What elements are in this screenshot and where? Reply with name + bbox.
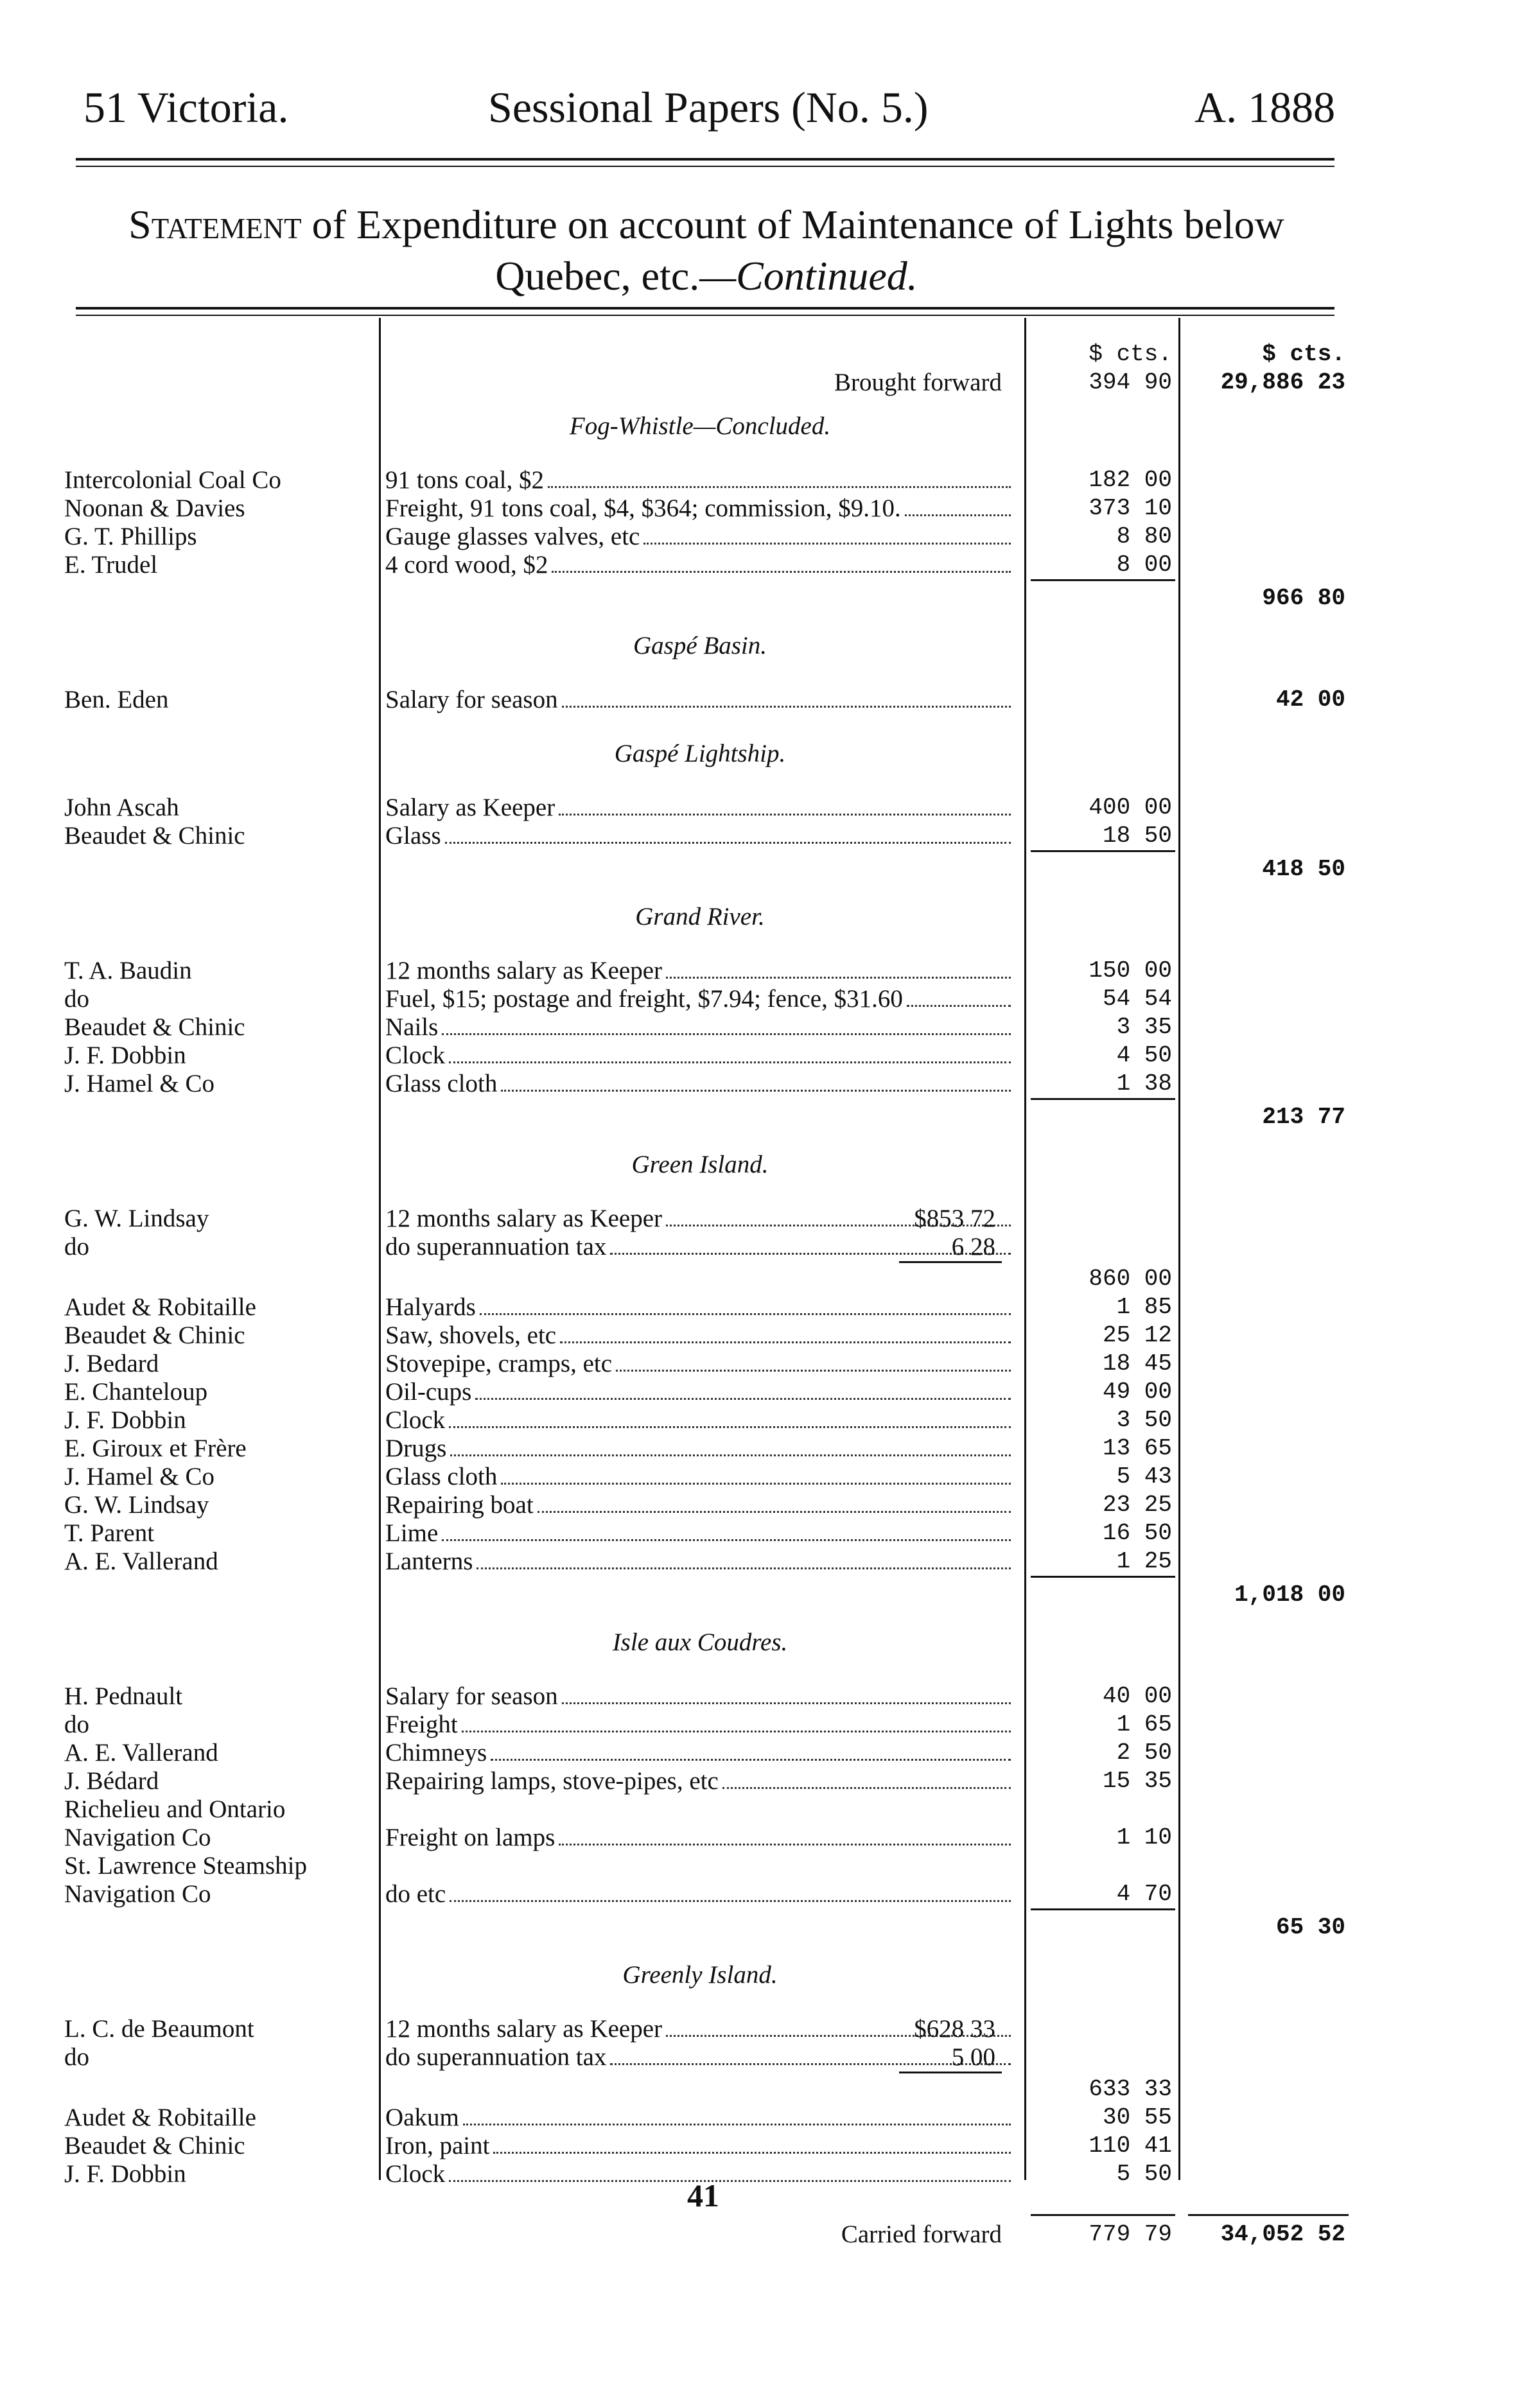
row-description — [385, 1406, 1015, 1435]
table-row — [0, 1070, 1513, 1098]
payee-name: Noonan & Davies — [64, 494, 245, 522]
payee-name: Ben. Eden — [64, 686, 169, 713]
payee-name: Beaudet & Chinic — [64, 822, 245, 850]
brought-forward-label: Brought forward — [834, 369, 1002, 396]
description-text: Stovepipe, cramps, etc — [385, 1350, 613, 1377]
section-name: Greenly Island. — [622, 1961, 778, 1989]
header-rule-thin — [76, 166, 1334, 167]
description-text: Nails — [385, 1013, 439, 1041]
row-description — [385, 1350, 1015, 1378]
payee-name: T. Parent — [64, 1519, 155, 1547]
description-text: 12 months salary as Keeper — [385, 1205, 663, 1232]
row-description — [385, 523, 1015, 551]
section-total: 42 00 — [1275, 686, 1345, 713]
row-description — [385, 1739, 1015, 1767]
description-text: do superannuation tax — [385, 2043, 607, 2071]
leader-dots — [493, 2132, 1011, 2154]
amount: 1 10 — [1116, 1824, 1172, 1851]
amount: 25 12 — [1102, 1322, 1172, 1348]
table-row — [0, 1322, 1513, 1350]
description-text: Salary for season — [385, 686, 558, 713]
payee-name: John Ascah — [64, 794, 179, 821]
section-name: Gaspé Lightship. — [614, 740, 786, 767]
table-row — [0, 1519, 1513, 1548]
payee-name: J. F. Dobbin — [64, 1042, 186, 1069]
payee-name: E. Trudel — [64, 551, 158, 579]
leader-dots — [562, 686, 1011, 708]
row-description — [385, 2132, 1015, 2160]
amount: 4 70 — [1116, 1881, 1172, 1907]
leader-dots — [905, 494, 1011, 516]
header-left: 51 Victoria. — [83, 83, 289, 132]
final-sum-rule — [1031, 2214, 1175, 2216]
row-description — [385, 1682, 1015, 1711]
leader-dots — [548, 466, 1011, 488]
description-text: Lime — [385, 1519, 439, 1547]
keeper-net-amount: 860 00 — [1089, 1266, 1172, 1292]
payee-name: J. F. Dobbin — [64, 2160, 186, 2188]
description-text: Iron, paint — [385, 2132, 490, 2159]
header-rule — [76, 158, 1334, 161]
payee-name: Audet & Robitaille — [64, 1293, 256, 1321]
row-description — [385, 822, 1015, 850]
table-row — [0, 1491, 1513, 1519]
section-total-row — [0, 1581, 1513, 1609]
amount: 400 00 — [1089, 794, 1172, 821]
row-description — [385, 1378, 1015, 1406]
amount: 54 54 — [1102, 986, 1172, 1012]
section-name: Fog-Whistle—Concluded. — [569, 412, 831, 440]
section-heading — [0, 1961, 1513, 1989]
description-text: Fuel, $15; postage and freight, $7.94; fence, $31.60 — [385, 985, 903, 1013]
row-description — [385, 1767, 1015, 1795]
table-row — [0, 1435, 1513, 1463]
description-text: Halyards — [385, 1293, 476, 1321]
amount: 5 50 — [1116, 2161, 1172, 2187]
section-total-row — [0, 584, 1513, 613]
section-sum-rule — [1031, 1098, 1175, 1100]
description-text: Chimneys — [385, 1739, 487, 1767]
column-head-amount: $ cts. — [1089, 341, 1172, 367]
amount: 1 25 — [1116, 1548, 1172, 1575]
carried-forward-label: Carried forward — [841, 2220, 1002, 2248]
payee-name: J. Bedard — [64, 1350, 159, 1377]
final-sum-rule-total — [1188, 2214, 1349, 2216]
table-row — [0, 1378, 1513, 1406]
row-description — [385, 1293, 1015, 1322]
subtitle-b: —Continued. — [699, 253, 918, 299]
amount: 15 35 — [1102, 1768, 1172, 1794]
table-row — [0, 1350, 1513, 1378]
description-text: Repairing boat — [385, 1491, 534, 1519]
description-text: Saw, shovels, etc — [385, 1322, 557, 1349]
description-text: 12 months salary as Keeper — [385, 2015, 663, 2043]
table-row — [0, 794, 1513, 822]
amount: 5 43 — [1116, 1463, 1172, 1490]
payee-name: do — [64, 1711, 89, 1738]
table-top-rule-thin — [76, 315, 1334, 316]
section-name: Isle aux Coudres. — [612, 1628, 788, 1656]
amount: 1 38 — [1116, 1070, 1172, 1097]
section-sum-rule — [1031, 579, 1175, 581]
row-description — [385, 1548, 1015, 1576]
section-heading — [0, 903, 1513, 931]
description-text: Freight — [385, 1711, 458, 1738]
amount: 23 25 — [1102, 1492, 1172, 1518]
description-text: Clock — [385, 2160, 446, 2188]
leader-dots — [477, 1548, 1011, 1569]
brought-forward-amount: 394 90 — [1089, 369, 1172, 396]
carried-forward-total: 34,052 52 — [1220, 2221, 1345, 2247]
row-description — [385, 1322, 1015, 1350]
carried-forward-row — [0, 2220, 1513, 2249]
payee-name: St. Lawrence Steamship — [64, 1852, 307, 1880]
row-description — [385, 1824, 1015, 1852]
payee-name: Richelieu and Ontario — [64, 1795, 286, 1823]
table-row — [0, 1824, 1513, 1852]
row-description — [385, 1463, 1015, 1491]
row-description — [385, 1070, 1015, 1098]
payee-name: G. T. Phillips — [64, 523, 197, 550]
leader-dots — [480, 1293, 1011, 1315]
row-description — [385, 957, 1015, 985]
leader-dots — [445, 822, 1011, 844]
leader-dots — [475, 1378, 1011, 1400]
header-center: Sessional Papers (No. 5.) — [488, 83, 929, 132]
section-heading — [0, 1151, 1513, 1179]
table-row — [0, 494, 1513, 523]
payee-name: G. W. Lindsay — [64, 1205, 209, 1232]
brought-forward-row — [0, 369, 1513, 397]
description-text: Clock — [385, 1406, 446, 1434]
section-total: 1,018 00 — [1234, 1582, 1345, 1608]
leader-dots — [501, 1463, 1011, 1485]
row-description — [385, 466, 1015, 494]
section-sum-rule — [1031, 850, 1175, 852]
payee-name: do — [64, 1233, 89, 1261]
section-total: 65 30 — [1275, 1914, 1345, 1941]
description-text: Glass cloth — [385, 1070, 498, 1097]
page-number: 41 — [687, 2177, 719, 2213]
amount: 8 00 — [1116, 552, 1172, 578]
table-row — [0, 1795, 1513, 1824]
row-description — [385, 686, 1015, 714]
description-text: Freight on lamps — [385, 1824, 555, 1851]
table-row — [0, 1711, 1513, 1739]
amount: 1 85 — [1116, 1294, 1172, 1320]
description-text: Oil-cups — [385, 1378, 472, 1406]
inner-amount: $628 33 — [914, 2015, 995, 2043]
amount: 150 00 — [1089, 957, 1172, 984]
section-name: Green Island. — [631, 1151, 769, 1178]
description-text: Lanterns — [385, 1548, 473, 1575]
leader-dots — [463, 2104, 1011, 2125]
subtitle-a: Quebec, etc. — [495, 253, 700, 299]
row-description — [385, 1880, 1015, 1908]
description-text: Salary for season — [385, 1682, 558, 1710]
table-row — [0, 1042, 1513, 1070]
payee-name: J. F. Dobbin — [64, 1406, 186, 1434]
payee-name: G. W. Lindsay — [64, 1491, 209, 1519]
table-row — [0, 1463, 1513, 1491]
description-text: do superannuation tax — [385, 1233, 607, 1261]
description-text: Freight, 91 tons coal, $4, $364; commission, $9.10. — [385, 494, 901, 522]
amount: 1 65 — [1116, 1711, 1172, 1738]
payee-name: Navigation Co — [64, 1880, 211, 1908]
leader-dots — [560, 1322, 1011, 1343]
table-row — [0, 1880, 1513, 1908]
description-text: 12 months salary as Keeper — [385, 957, 663, 984]
column-headings — [0, 340, 1513, 369]
statement-subtitle — [64, 250, 1349, 302]
amount: 3 35 — [1116, 1014, 1172, 1040]
leader-dots — [491, 1739, 1011, 1761]
table-row — [0, 957, 1513, 985]
leader-dots — [562, 1682, 1011, 1704]
payee-name: do — [64, 985, 89, 1013]
leader-dots — [559, 1824, 1011, 1845]
leader-dots — [442, 1013, 1011, 1035]
section-total: 418 50 — [1262, 856, 1345, 882]
table-row — [0, 1293, 1513, 1322]
keeper-net-row — [0, 2075, 1513, 2104]
subtotal-rule — [899, 1261, 1002, 1263]
description-text: Oakum — [385, 2104, 459, 2131]
amount: 49 00 — [1102, 1379, 1172, 1405]
amount: 3 50 — [1116, 1407, 1172, 1433]
payee-name: J. Hamel & Co — [64, 1070, 214, 1097]
row-description — [385, 1519, 1015, 1548]
row-description — [385, 794, 1015, 822]
inner-amount: $853 72 — [914, 1205, 995, 1232]
leader-dots — [643, 523, 1011, 545]
section-name: Grand River. — [635, 903, 765, 930]
leader-dots — [907, 985, 1011, 1007]
section-total-row — [0, 855, 1513, 884]
keeper-net-amount: 633 33 — [1089, 2076, 1172, 2102]
section-sum-rule — [1031, 1908, 1175, 1910]
payee-name: A. E. Vallerand — [64, 1739, 218, 1767]
table-row — [0, 1013, 1513, 1042]
table-row — [0, 686, 1513, 714]
table-row — [0, 1852, 1513, 1880]
inner-amount: 6 28 — [951, 1233, 995, 1261]
row-description — [385, 1711, 1015, 1739]
section-heading — [0, 1628, 1513, 1657]
payee-name: Audet & Robitaille — [64, 2104, 256, 2131]
section-heading — [0, 740, 1513, 768]
description-text: Clock — [385, 1042, 446, 1069]
payee-name: A. E. Vallerand — [64, 1548, 218, 1575]
section-sum-rule — [1031, 1576, 1175, 1578]
amount: 18 45 — [1102, 1350, 1172, 1377]
amount: 182 00 — [1089, 467, 1172, 493]
section-name: Gaspé Basin. — [633, 632, 767, 659]
payee-name: Beaudet & Chinic — [64, 1013, 245, 1041]
amount: 110 41 — [1089, 2133, 1172, 2159]
section-total-row — [0, 1914, 1513, 1942]
table-row — [0, 1739, 1513, 1767]
keeper-row — [0, 2015, 1513, 2043]
amount: 13 65 — [1102, 1435, 1172, 1461]
amount: 30 55 — [1102, 2104, 1172, 2131]
inner-amount: 5 00 — [951, 2043, 995, 2071]
section-total-row — [0, 1103, 1513, 1131]
amount: 4 50 — [1116, 1042, 1172, 1069]
amount: 40 00 — [1102, 1683, 1172, 1709]
title-lead: Statement — [128, 202, 302, 247]
payee-name: E. Giroux et Frère — [64, 1435, 247, 1462]
header-right: A. 1888 — [1194, 83, 1336, 132]
table-top-rule — [76, 307, 1334, 310]
leader-dots — [666, 957, 1011, 979]
amount: 2 50 — [1116, 1740, 1172, 1766]
leader-dots — [449, 1042, 1011, 1063]
row-description — [385, 2104, 1015, 2132]
table-row — [0, 2160, 1513, 2188]
payee-name: Intercolonial Coal Co — [64, 466, 281, 494]
description-text: do etc — [385, 1880, 446, 1908]
payee-name: Beaudet & Chinic — [64, 2132, 245, 2159]
table-row — [0, 1682, 1513, 1711]
column-head-total: $ cts. — [1262, 341, 1345, 367]
section-heading — [0, 632, 1513, 660]
row-description — [385, 1435, 1015, 1463]
row-description — [385, 494, 1015, 523]
keeper-row — [0, 2043, 1513, 2072]
leader-dots — [462, 1711, 1011, 1732]
section-total: 213 77 — [1262, 1104, 1345, 1130]
table-row — [0, 822, 1513, 850]
table-row — [0, 985, 1513, 1013]
carried-forward-amount: 779 79 — [1089, 2221, 1172, 2247]
leader-dots — [449, 1406, 1011, 1428]
payee-name: T. A. Baudin — [64, 957, 192, 984]
payee-name: Navigation Co — [64, 1824, 211, 1851]
row-description — [385, 1491, 1015, 1519]
leader-dots — [501, 1070, 1011, 1092]
leader-dots — [538, 1491, 1011, 1513]
leader-dots — [450, 1880, 1011, 1902]
statement-title — [64, 199, 1349, 250]
amount: 16 50 — [1102, 1520, 1172, 1546]
description-text: 4 cord wood, $2 — [385, 551, 548, 579]
table-row — [0, 1548, 1513, 1576]
description-text: Glass cloth — [385, 1463, 498, 1490]
table-row — [0, 2104, 1513, 2132]
leader-dots — [442, 1519, 1011, 1541]
leader-dots — [450, 1435, 1011, 1456]
description-text: Drugs — [385, 1435, 447, 1462]
description-text: 91 tons coal, $2 — [385, 466, 544, 494]
amount: 18 50 — [1102, 823, 1172, 849]
table-row — [0, 1406, 1513, 1435]
description-text: Salary as Keeper — [385, 794, 555, 821]
section-heading — [0, 412, 1513, 441]
row-description — [385, 1042, 1015, 1070]
table-row — [0, 523, 1513, 551]
payee-name: H. Pednault — [64, 1682, 183, 1710]
keeper-net-row — [0, 1265, 1513, 1293]
table-row — [0, 551, 1513, 579]
leader-dots — [559, 794, 1011, 816]
row-description — [385, 551, 1015, 579]
leader-dots — [449, 2160, 1011, 2182]
section-total: 966 80 — [1262, 585, 1345, 611]
subtotal-rule — [899, 2072, 1002, 2073]
payee-name: L. C. de Beaumont — [64, 2015, 254, 2043]
payee-name: Beaudet & Chinic — [64, 1322, 245, 1349]
keeper-row — [0, 1233, 1513, 1261]
leader-dots — [552, 551, 1011, 573]
keeper-row — [0, 1205, 1513, 1233]
payee-name: J. Hamel & Co — [64, 1463, 214, 1490]
row-description — [385, 985, 1015, 1013]
payee-name: J. Bédard — [64, 1767, 159, 1795]
table-row — [0, 2132, 1513, 2160]
leader-dots — [616, 1350, 1011, 1372]
table-row — [0, 466, 1513, 494]
payee-name: do — [64, 2043, 89, 2071]
payee-name: E. Chanteloup — [64, 1378, 208, 1406]
leader-dots — [722, 1767, 1011, 1789]
amount: 8 80 — [1116, 523, 1172, 550]
description-text: Gauge glasses valves, etc — [385, 523, 640, 550]
brought-forward-total: 29,886 23 — [1220, 369, 1345, 396]
table-row — [0, 1767, 1513, 1795]
title-rest: of Expenditure on account of Maintenance of Lights below — [301, 202, 1284, 247]
amount: 373 10 — [1089, 495, 1172, 521]
description-text: Repairing lamps, stove-pipes, etc — [385, 1767, 719, 1795]
description-text: Glass — [385, 822, 441, 850]
row-description — [385, 1013, 1015, 1042]
